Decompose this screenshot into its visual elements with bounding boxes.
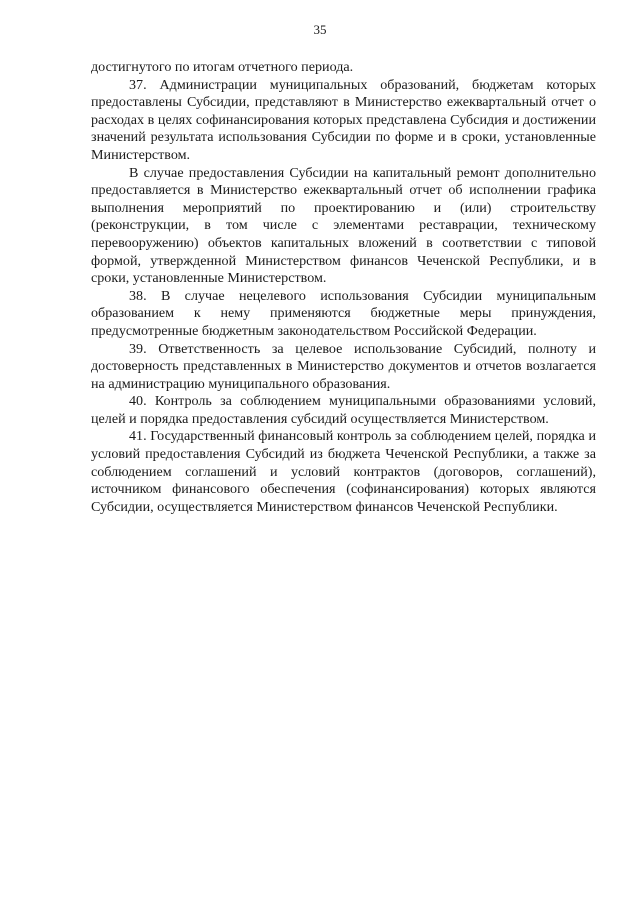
paragraph-continuation: достигнутого по итогам отчетного периода. [91, 59, 354, 75]
paragraph-37-capital-repair: В случае предоставления Субсидии на капитальный ремонт дополнительно предоставляется в Министерство ежеквартальный отчет об исполнении графика выполнения мероприятий по проектированию и (или) строительству (реконструкции, в том числе с элементами реставрации, техническому перевооружению) объектов капитальных вложений в соответствии с типовой формой, утвержденной Министерством финансов Чеченской Республики, и в сроки, установленные Министерством. [91, 164, 596, 287]
paragraph-40: 40. Контроль за соблюдением муниципальными образованиями условий, целей и порядка предоставления субсидий осуществляется Министерством. [91, 393, 596, 427]
paragraph-38: 38. В случае нецелевого использования Субсидии муниципальным образованием к нему применяются бюджетные меры принуждения, предусмотренные бюджетным законодательством Российской Федерации. [91, 287, 596, 339]
paragraph-39: 39. Ответственность за целевое использование Субсидий, полноту и достоверность представленных в Министерство документов и отчетов возлагается на администрацию муниципального образования. [91, 340, 596, 392]
page-number: 35 [313, 22, 327, 37]
document-body [91, 59, 596, 516]
paragraph-37: 37. Администрации муниципальных образований, бюджетам которых предоставлены Субсидии, представляют в Министерство ежеквартальный отчет о расходах в целях софинансирования которых представлена Субсидия и достижении значений результата использования Субсидии по форме и в сроки, установленные Министерством. [91, 76, 596, 163]
paragraph-41: 41. Государственный финансовый контроль за соблюдением целей, порядка и условий предоставления Субсидий из бюджета Чеченской Республики, а также за соблюдением соглашений и условий контрактов (договоров, соглашений), источником финансового обеспечения (софинансирования) которых являются Субсидии, осуществляется Министерством финансов Чеченской Республики. [91, 428, 596, 515]
